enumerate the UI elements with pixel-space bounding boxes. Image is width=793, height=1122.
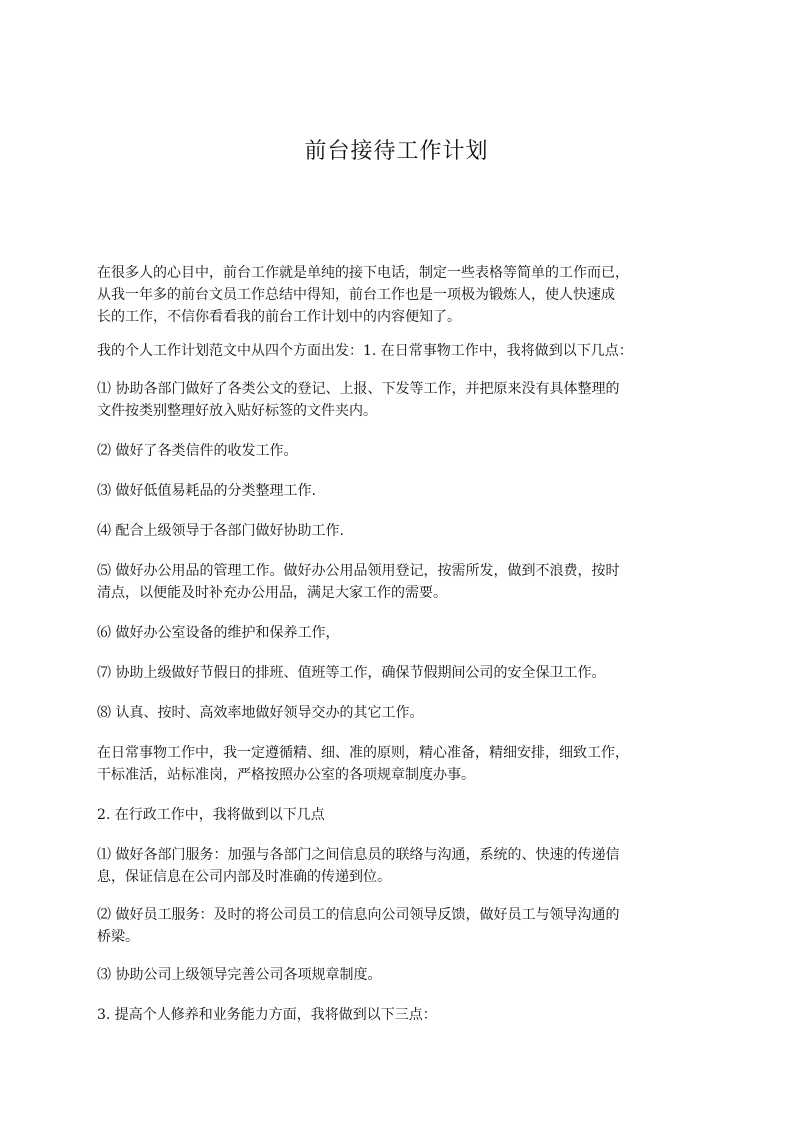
paragraph-line: ⑺ 协助上级做好节假日的排班、值班等工作，确保节假期间公司的安全保卫工作。 [97,665,606,681]
list-item-daily-6 [97,622,697,644]
section-heading-admin [97,804,697,826]
paragraph-daily-principles [97,742,697,786]
list-item-daily-7 [97,662,697,684]
document-title: 前台接待工作计划 [304,139,489,164]
list-item-admin-3 [97,964,697,986]
paragraph-line: ⑶ 协助公司上级领导完善公司各项规章制度。 [97,967,382,983]
paragraph-line: 3. 提高个人修养和业务能力方面，我将做到以下三点： [97,1007,437,1023]
paragraph-line: 我的个人工作计划范文中从四个方面出发：1. 在日常事物工作中，我将做到以下几点： [97,343,633,359]
paragraph-line: 干标准活，站标准岗，严格按照办公室的各项规章制度办事。 [97,767,475,783]
section-heading-personal [97,1004,697,1026]
paragraph-line: 在日常事物工作中，我一定遵循精、细、准的原则，精心准备，精细安排，细致工作， [97,745,629,761]
list-item-daily-4 [97,520,697,542]
list-item-daily-1 [97,378,697,422]
paragraph-line: ⑶ 做好低值易耗品的分类整理工作. [97,483,316,499]
paragraph-line: ⑹ 做好办公室设备的维护和保养工作， [97,625,340,641]
list-item-daily-8 [97,702,697,724]
list-item-admin-1 [97,844,697,888]
paragraph-line: ⑵ 做好员工服务：及时的将公司员工的信息向公司领导反馈，做好员工与领导沟通的 [97,907,620,923]
paragraph-line: 长的工作，不信你看看我的前台工作计划中的内容便知了。 [97,309,461,325]
paragraph-line: 在很多人的心目中，前台工作就是单纯的接下电话，制定一些表格等简单的工作而已， [97,265,629,281]
paragraph-line: ⑻ 认真、按时、高效率地做好领导交办的其它工作。 [97,705,424,721]
list-item-admin-2 [97,904,697,948]
paragraph-line: 从我一年多的前台文员工作总结中得知，前台工作也是一项极为锻炼人，使人快速成 [97,287,615,303]
list-item-daily-5 [97,560,697,604]
paragraph-line: 清点，以便能及时补充办公用品，满足大家工作的需要。 [97,585,447,601]
paragraph-line: 2. 在行政工作中，我将做到以下几点 [97,807,325,823]
paragraph-line: 息，保证信息在公司内部及时准确的传递到位。 [97,869,391,885]
paragraph-line: ⑴ 协助各部门做好了各类公文的登记、上报、下发等工作，并把原来没有具体整理的 [97,381,620,397]
paragraph-line: 桥梁。 [97,929,139,945]
paragraph-plan-overview [97,340,697,362]
paragraph-line: ⑵ 做好了各类信件的收发工作。 [97,443,298,459]
list-item-daily-2 [97,440,697,462]
paragraph-intro [97,262,697,328]
paragraph-line: ⑸ 做好办公用品的管理工作。做好办公用品领用登记，按需所发，做到不浪费，按时 [97,563,620,579]
list-item-daily-3 [97,480,697,502]
paragraph-line: 文件按类别整理好放入贴好标签的文件夹内。 [97,403,377,419]
paragraph-line: ⑷ 配合上级领导于各部门做好协助工作. [97,523,344,539]
paragraph-line: ⑴ 做好各部门服务：加强与各部门之间信息员的联络与沟通，系统的、快速的传递信 [97,847,620,863]
